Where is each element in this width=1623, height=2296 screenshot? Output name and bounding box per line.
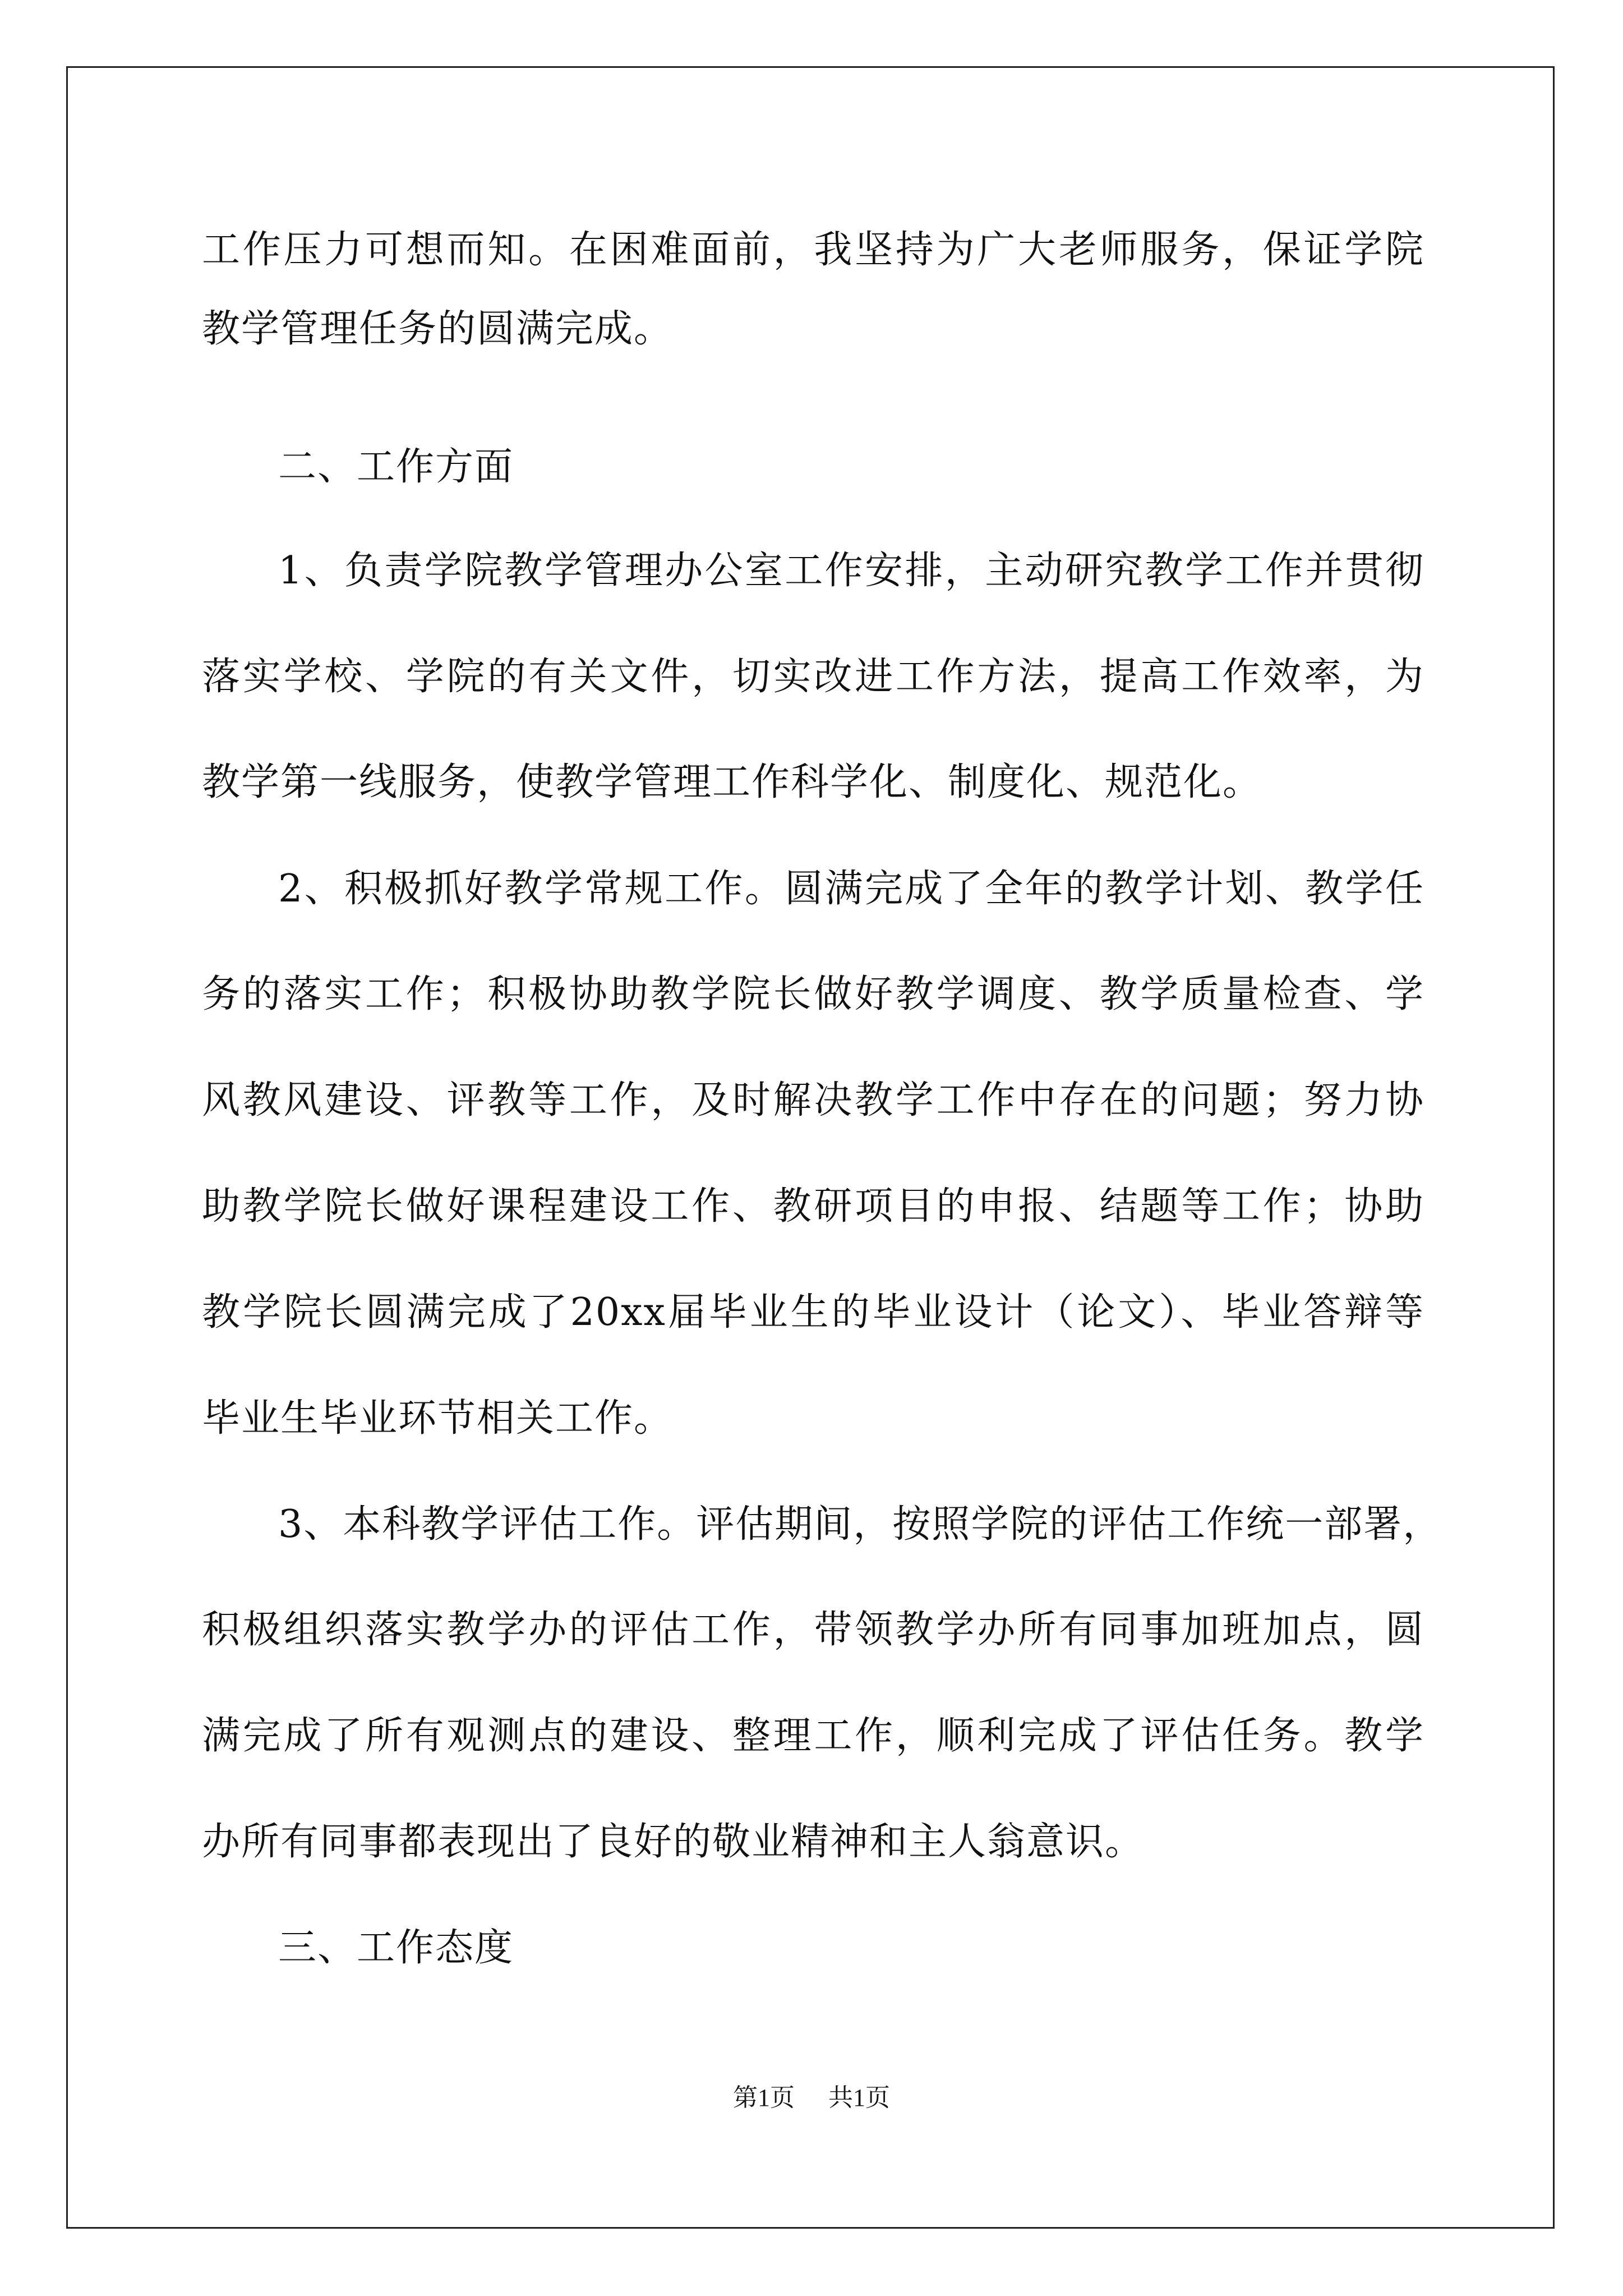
paragraph-line: 办所有同事都表现出了良好的敬业精神和主人翁意识。 xyxy=(202,1820,1145,1864)
paragraph-line: 2、积极抓好教学常规工作。圆满完成了全年的教学计划、教学任 xyxy=(278,867,1424,911)
paragraph-line: 满完成了所有观测点的建设、整理工作，顺利完成了评估任务。教学 xyxy=(202,1714,1424,1758)
paragraph-line: 风教风建设、评教等工作，及时解决教学工作中存在的问题；努力协 xyxy=(202,1078,1424,1122)
paragraph-line: 毕业生毕业环节相关工作。 xyxy=(202,1396,674,1441)
page-number-total: 共1页 xyxy=(828,2084,890,2111)
page-border xyxy=(66,66,1555,2229)
paragraph-line: 教学院长圆满完成了20xx届毕业生的毕业设计（论文）、毕业答辩等 xyxy=(202,1290,1424,1335)
page-footer xyxy=(0,2081,1623,2115)
section-heading-work: 二、工作方面 xyxy=(278,445,514,489)
paragraph-line: 落实学校、学院的有关文件，切实改进工作方法，提高工作效率，为 xyxy=(202,655,1424,699)
page-number-current: 第1页 xyxy=(733,2084,795,2111)
paragraph-line: 积极组织落实教学办的评估工作，带领教学办所有同事加班加点，圆 xyxy=(202,1608,1424,1652)
paragraph-line: 1、负责学院教学管理办公室工作安排，主动研究教学工作并贯彻 xyxy=(278,549,1424,593)
paragraph-line: 助教学院长做好课程建设工作、教研项目的申报、结题等工作；协助 xyxy=(202,1184,1424,1228)
paragraph-line: 3、本科教学评估工作。评估期间，按照学院的评估工作统一部署， xyxy=(278,1502,1442,1547)
paragraph-line: 工作压力可想而知。在困难面前，我坚持为广大老师服务，保证学院 xyxy=(202,228,1424,272)
paragraph-line: 教学第一线服务，使教学管理工作科学化、制度化、规范化。 xyxy=(202,760,1262,804)
paragraph-line: 务的落实工作；积极协助教学院长做好教学调度、教学质量检查、学 xyxy=(202,972,1424,1016)
paragraph-line: 教学管理任务的圆满完成。 xyxy=(202,307,674,351)
section-heading-attitude: 三、工作态度 xyxy=(278,1926,514,1970)
